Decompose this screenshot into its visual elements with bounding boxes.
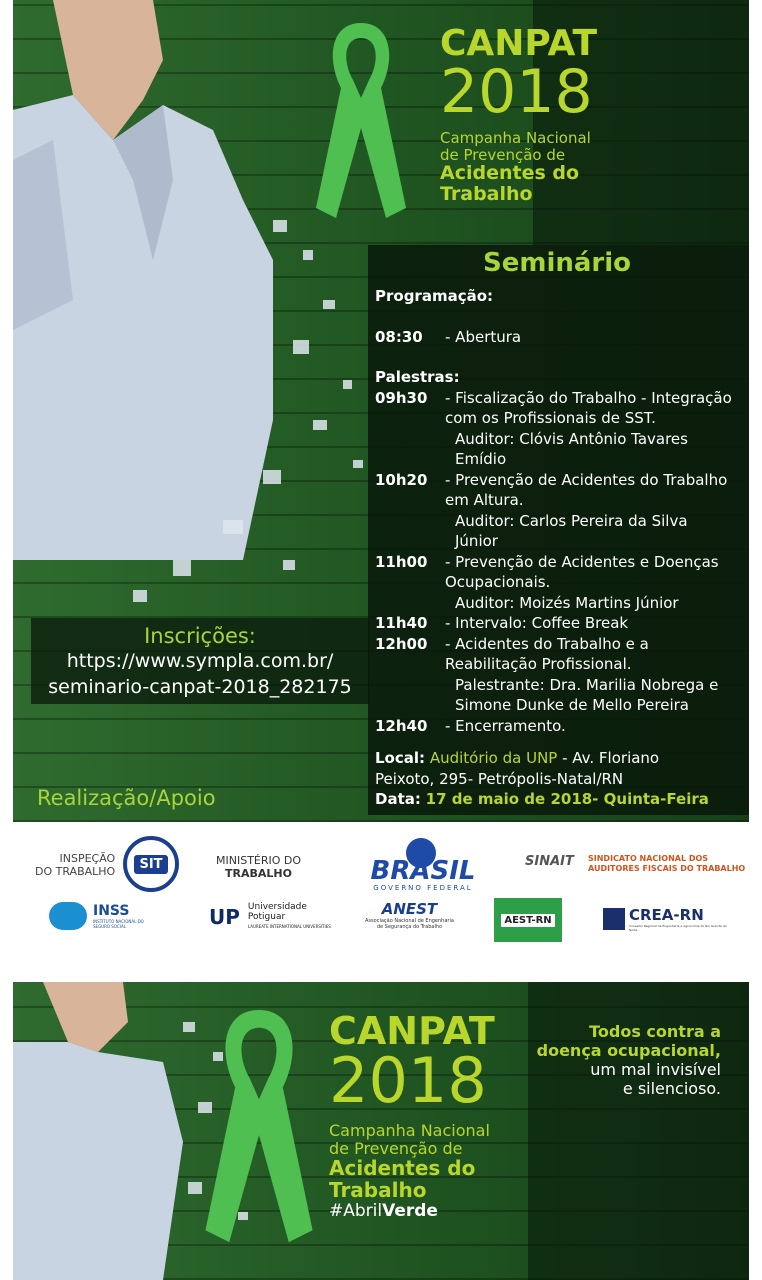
schedule-time: 12h00 — [375, 634, 428, 653]
schedule-row — [375, 634, 747, 655]
registration-url-line-2[interactable]: seminario-canpat-2018_282175 — [48, 676, 352, 698]
sit-logo — [123, 836, 179, 892]
schedule-time: 11h00 — [375, 552, 428, 571]
logo-text: DO TRABALHO — [35, 865, 116, 878]
abril-verde-hashtag — [329, 1201, 495, 1221]
title-canpat: CANPAT — [440, 23, 598, 64]
governo-text: GOVERNO FEDERAL — [373, 884, 473, 892]
schedule-row — [375, 470, 747, 491]
slogan-line-1: Todos contra a — [589, 1022, 721, 1041]
subtitle-line-4: Trabalho — [329, 1178, 427, 1203]
crea-rn-logo — [603, 906, 729, 932]
subtitle-line-2: de Prevenção de — [329, 1138, 463, 1158]
date-value: 17 de maio de 2018- Quinta-Feira — [425, 790, 709, 808]
logo-text: INSPEÇÃO — [59, 852, 116, 865]
program-schedule — [375, 286, 747, 810]
schedule-desc: - Acidentes do Trabalho e a — [445, 634, 649, 653]
logo-text: MINISTÉRIO DO — [216, 854, 302, 867]
date-label: Data: — [375, 790, 421, 808]
programacao-label: Programação: — [375, 287, 494, 305]
registration-url-line-1[interactable]: https://www.sympla.com.br/ — [66, 650, 334, 672]
schedule-desc-cont: Ocupacionais. — [445, 573, 551, 591]
inss-text: INSS — [93, 903, 130, 919]
up-text: UP — [209, 905, 240, 929]
schedule-desc: - Encerramento. — [445, 716, 566, 735]
logo-text: Potiguar — [247, 912, 286, 922]
seminar-poster — [13, 0, 749, 822]
schedule-row — [375, 716, 747, 737]
schedule-desc: - Abertura — [445, 327, 522, 346]
local-address-cont: Peixoto, 295- Petrópolis-Natal/RN — [375, 769, 624, 788]
schedule-time: 10h20 — [375, 470, 428, 489]
canpat-title-block — [329, 1009, 495, 1222]
subtitle-line-3: Acidentes do — [440, 162, 580, 184]
seminario-heading: Seminário — [483, 248, 632, 278]
title-year: 2018 — [329, 1044, 487, 1117]
aest-rn-text: AEST-RN — [501, 914, 554, 927]
schedule-desc: - Prevenção de Acidentes e Doenças — [445, 552, 719, 571]
hashtag-part: #Abril — [329, 1201, 383, 1222]
schedule-row — [375, 613, 747, 634]
schedule-speaker: Auditor: Clóvis Antônio Tavares — [455, 429, 688, 448]
crea-rn-subtext: Conselho Regional de Engenharia e Agronomia do Rio Grande do Norte — [629, 924, 727, 932]
sponsor-logos-strip — [13, 822, 749, 944]
local-address: - Av. Floriano — [557, 749, 660, 767]
green-ribbon-icon — [199, 1004, 319, 1254]
schedule-speaker: Palestrante: Dra. Marilia Nobrega e — [455, 675, 719, 694]
separator-gap — [13, 944, 749, 982]
canpat-title-block — [440, 23, 598, 205]
subtitle-line-3: Acidentes do — [329, 1156, 476, 1181]
green-ribbon-icon — [311, 18, 411, 228]
ministerio-logo — [216, 854, 301, 880]
inspecao-trabalho-logo — [35, 852, 115, 878]
schedule-desc-cont: em Altura. — [445, 491, 524, 509]
registration-box — [31, 618, 369, 704]
anest-logo — [365, 900, 454, 930]
slogan — [537, 1022, 721, 1098]
sinait-text: SINAIT — [525, 854, 574, 869]
schedule-speaker: Auditor: Carlos Pereira da Silva — [455, 511, 688, 530]
schedule-speaker-cont: Simone Dunke de Mello Pereira — [455, 696, 689, 714]
logo-text: SINDICATO NACIONAL DOS — [588, 854, 709, 863]
logo-text: Associação Nacional de Engenharia — [365, 918, 454, 924]
anest-text: ANEST — [381, 900, 438, 918]
logo-text: AUDITORES FISCAIS DO TRABALHO — [588, 864, 746, 873]
schedule-time: 08:30 — [375, 327, 423, 346]
up-logo — [209, 902, 331, 932]
schedule-row — [375, 388, 747, 409]
title-year: 2018 — [440, 57, 593, 127]
schedule-desc: - Fiscalização do Trabalho - Integração — [445, 388, 732, 407]
sponsors-heading: Realização/Apoio — [37, 786, 216, 810]
subtitle-line-1: Campanha Nacional — [329, 1121, 490, 1140]
schedule-desc-cont: com os Profissionais de SST. — [445, 409, 656, 427]
aest-rn-logo — [494, 898, 562, 942]
sinait-desc — [588, 854, 745, 874]
logo-text: LAUREATE INTERNATIONAL UNIVERSITIES — [247, 924, 331, 929]
sit-text: SIT — [134, 855, 167, 874]
logo-text: Universidade — [247, 902, 307, 912]
logo-text: TRABALHO — [225, 867, 292, 880]
registration-label: Inscrições: — [144, 624, 256, 648]
title-canpat: CANPAT — [329, 1009, 495, 1053]
palestras-label: Palestras: — [375, 368, 460, 386]
schedule-desc-cont: Reabilitação Profissional. — [445, 655, 632, 673]
local-line — [375, 748, 747, 769]
inss-subtext: INSTITUTO NACIONAL DO SEGURO SOCIAL — [93, 919, 144, 929]
subtitle-line-1: Campanha Nacional — [440, 129, 591, 147]
date-line — [375, 789, 747, 810]
schedule-time: 09h30 — [375, 388, 428, 407]
abril-verde-poster — [13, 982, 749, 1280]
slogan-line-3: um mal invisível — [590, 1060, 721, 1079]
schedule-speaker: Auditor: Moizés Martins Júnior — [455, 593, 679, 612]
local-label: Local: — [375, 749, 426, 767]
slogan-line-4: e silencioso. — [622, 1079, 721, 1098]
subtitle-line-2: de Prevenção de — [440, 145, 566, 164]
schedule-desc: - Prevenção de Acidentes do Trabalho — [445, 470, 728, 489]
schedule-time: 12h40 — [375, 716, 428, 735]
schedule-speaker-cont: Júnior — [455, 532, 498, 550]
brasil-logo — [358, 838, 488, 890]
schedule-speaker-cont: Emídio — [455, 450, 507, 468]
slogan-line-2: doença ocupacional, — [536, 1041, 721, 1060]
sinait-logo — [525, 850, 574, 869]
schedule-desc: - Intervalo: Coffee Break — [445, 614, 629, 632]
logo-text: de Segurança do Trabalho — [376, 924, 443, 930]
schedule-time: 11h40 — [375, 614, 428, 632]
brasil-text: BRASIL — [370, 856, 476, 886]
crea-rn-text: CREA-RN — [629, 906, 704, 924]
local-place: Auditório da UNP — [429, 749, 558, 767]
schedule-row — [375, 552, 747, 573]
subtitle-line-4: Trabalho — [440, 182, 533, 205]
schedule-row-abertura — [375, 327, 747, 348]
hashtag-part-bold: Verde — [382, 1201, 438, 1222]
inss-logo — [49, 902, 153, 930]
